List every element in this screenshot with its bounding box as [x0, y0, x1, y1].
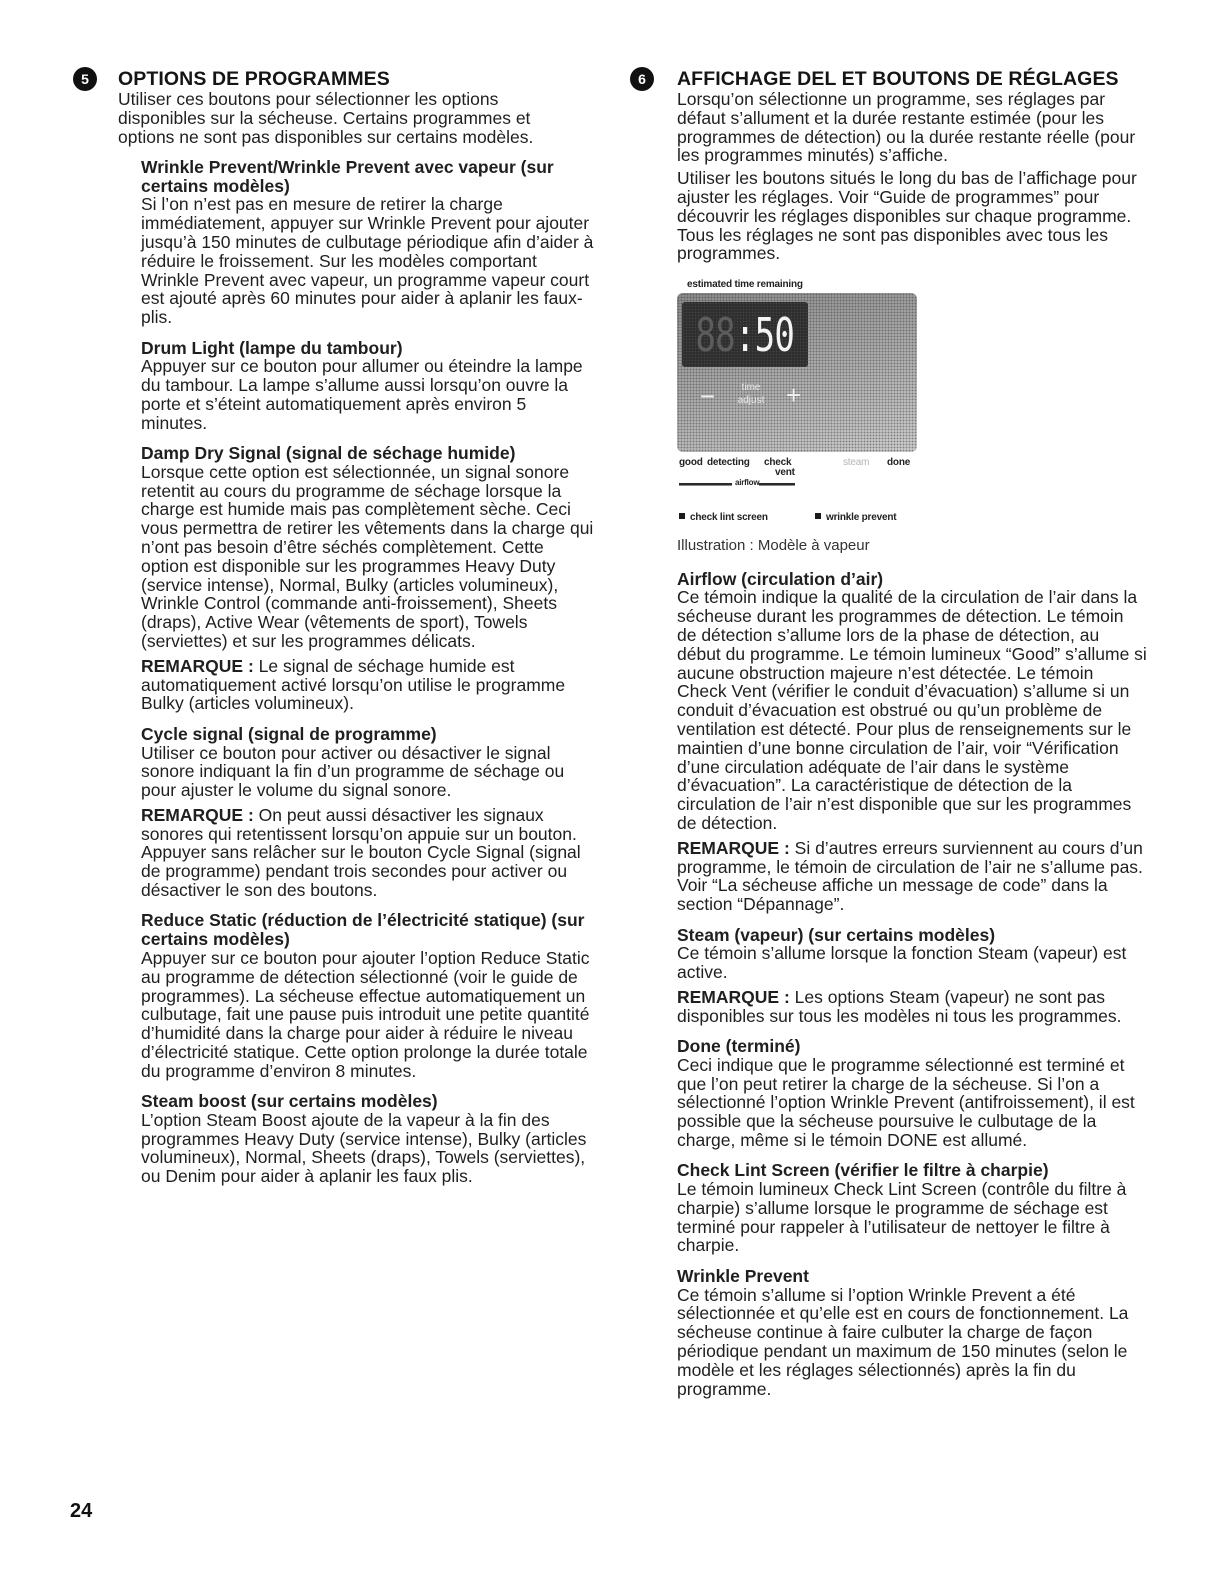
estimated-time-label: estimated time remaining: [687, 279, 803, 291]
minus-icon: −: [700, 381, 716, 412]
lcd-display: [682, 302, 808, 367]
indicator-title: Wrinkle Prevent: [677, 1265, 809, 1286]
option-description: Lorsque cette option est sélectionnée, un signal sonore retentit au cours du programme de séchage lorsque la charge est humide mais pas complètement sèche. Ceci vous permettra de retirer les vêtements dans la charge qui n’ont pas besoin d’être séchés complètement. Cette option est disponible sur les programmes Heavy Duty (service intense), Normal, Bulky (articles volumineux), Wrinkle Control (commande anti-froissement), Sheets (draps), Active Wear (vêtements de sport), Towels (serviettes) et sur les programmes délicats.: [141, 461, 594, 652]
indicator-wrinkle-prevent: [677, 1267, 1147, 1399]
indicator-vent: vent: [775, 467, 795, 479]
option-title: Damp Dry Signal (signal de séchage humide): [141, 443, 516, 464]
time-readout: [695, 307, 795, 362]
section-led-display-settings: [638, 68, 1147, 1399]
option-drum-light: [141, 339, 596, 433]
option-title: Drum Light (lampe du tambour): [141, 337, 403, 358]
option-title: Reduce Static (réduction de l’électricité statique) (sur certains modèles): [141, 910, 585, 950]
indicator-check: check: [764, 457, 792, 469]
indicator-square-icon: [815, 513, 821, 519]
section-program-options: [81, 68, 598, 1187]
indicator-square-icon: [679, 513, 685, 519]
section-heading: OPTIONS DE PROGRAMMES: [118, 68, 390, 90]
indicator-list: [677, 570, 1147, 1399]
indicator-steam: steam: [843, 457, 870, 469]
option-description: Si l’on n’est pas en mesure de retirer la charge immédiatement, appuyer sur Wrinkle Prevent pour ajouter jusqu’à 150 minutes de culbutage périodique afin d’aider à réduire le froissement. Sur les modèles comportant Wrinkle Prevent avec vapeur, un programme vapeur court est ajouté après 60 minutes pour aider à aplanir les faux-plis.: [141, 194, 594, 328]
indicator-done: [677, 1037, 1147, 1150]
section-intro: Utiliser ces boutons pour sélectionner les options disponibles sur la sécheuse. Certains programmes et options ne sont pas disponibles sur certains modèles.: [118, 89, 534, 147]
section-number-badge: 6: [630, 67, 654, 91]
plus-icon: +: [786, 380, 802, 411]
option-wrinkle-prevent: [141, 158, 596, 327]
indicator-title: Airflow (circulation d’air): [677, 568, 884, 589]
option-damp-dry-signal: [141, 444, 596, 713]
legend-check-lint-screen: [679, 512, 768, 524]
indicator-description: Ce témoin s’allume si l’option Wrinkle Prevent a été sélectionnée et qu’elle est en cours de fonctionnement. La sécheuse continue à faire culbuter la charge de façon périodique pendant un maximum de 150 minutes (selon le modèle et les réglages sélectionnés) après la fin du programme.: [677, 1284, 1129, 1399]
illustration-caption: Illustration : Modèle à vapeur: [677, 537, 870, 555]
time-adjust-line1: time: [741, 382, 761, 394]
indicator-good: good: [679, 457, 703, 469]
option-title: Wrinkle Prevent/Wrinkle Prevent avec vapeur (sur certains modèles): [141, 156, 554, 196]
section-intro: Lorsqu’on sélectionne un programme, ses réglages par défaut s’allument et la durée restante estimée (pour les programmes de détection) ou la durée restante réelle (pour les programmes minutés) s’affiche.: [677, 89, 1136, 166]
section-intro: Utiliser les boutons situés le long du bas de l’affichage pour ajuster les réglages. Voir “Guide de programmes” pour découvrir les réglages disponibles sur chaque programme. Tous les réglages ne sont pas disponibles avec tous les programmes.: [677, 168, 1137, 264]
page-number: 24: [70, 1500, 93, 1522]
note-text: On peut aussi désactiver les signaux sonores qui retentissent lorsqu’on appuie sur un bouton. Appuyer sans relâcher sur le bouton Cycle Signal (signal de programme) pendant trois secondes pour activer ou désactiver le son des boutons.: [141, 804, 581, 901]
note-text: Le signal de séchage humide est automatiquement activé lorsqu’on utilise le programme Bulky (articles volumineux).: [141, 655, 566, 714]
display-illustration: [677, 278, 1147, 558]
ghost-digits: 88: [695, 307, 736, 362]
note: [677, 988, 1147, 1026]
option-description: L’option Steam Boost ajoute de la vapeur à la fin des programmes Heavy Duty (service intense), Bulky (articles volumineux), Normal, Sheets (draps), Towels (serviettes), ou Denim pour aider à aplanir les faux plis.: [141, 1109, 587, 1187]
time-adjust-label: [731, 381, 771, 407]
option-steam-boost: [141, 1092, 596, 1186]
indicator-title: Check Lint Screen (vérifier le filtre à charpie): [677, 1160, 1049, 1181]
indicator-done: done: [887, 457, 911, 469]
note: [141, 806, 596, 900]
note-text: Les options Steam (vapeur) ne sont pas disponibles sur tous les modèles ni tous les programmes.: [677, 986, 1122, 1026]
indicator-description: Ce témoin s’allume lorsque la fonction Steam (vapeur) est active.: [677, 943, 1127, 983]
time-adjust-line2: adjust: [737, 395, 765, 407]
indicator-steam: [677, 926, 1147, 1026]
lit-digits: :50: [735, 307, 795, 362]
indicator-check-lint-screen: [677, 1161, 1147, 1255]
option-description: Appuyer sur ce bouton pour ajouter l’option Reduce Static au programme de détection sélectionné (voir le guide de programmes). La sécheuse effectue automatiquement un culbutage, fait une pause puis introduit une petite quantité d’humidité dans la charge pour aider à réduire le niveau d’électricité statique. Cette option prolonge la durée totale du programme d’environ 8 minutes.: [141, 947, 590, 1081]
option-description: Utiliser ce bouton pour activer ou désactiver le signal sonore indiquant la fin d’un programme de séchage ou pour ajuster le volume du signal sonore.: [141, 742, 565, 801]
indicator-description: Le témoin lumineux Check Lint Screen (contrôle du filtre à charpie) s’allume lorsque le programme de séchage est terminé pour rappeler à l’utilisateur de nettoyer le filtre à charpie.: [677, 1179, 1127, 1256]
note: [677, 839, 1147, 914]
note: [141, 657, 596, 713]
option-description: Appuyer sur ce bouton pour allumer ou éteindre la lampe du tambour. La lampe s’allume aussi lorsqu’on ouvre la porte et s’éteint automatiquement après environ 5 minutes.: [141, 356, 583, 433]
section-heading: AFFICHAGE DEL ET BOUTONS DE RÉGLAGES: [677, 68, 1119, 90]
note-text: Si d’autres erreurs surviennent au cours d’un programme, le témoin de circulation de l’air ne s’allume pas. Voir “La sécheuse affiche un message de code” dans la section “Dépannage”.: [677, 837, 1143, 915]
option-list: [141, 158, 596, 1186]
note-label: REMARQUE :: [677, 986, 790, 1007]
note-label: REMARQUE :: [677, 837, 790, 858]
airflow-rule-left: [679, 483, 732, 486]
option-title: Cycle signal (signal de programme): [141, 723, 437, 744]
legend-label: check lint screen: [690, 512, 768, 524]
control-panel-image: [677, 293, 917, 452]
legend-wrinkle-prevent: [815, 512, 896, 524]
indicator-title: Steam (vapeur) (sur certains modèles): [677, 924, 996, 945]
option-title: Steam boost (sur certains modèles): [141, 1091, 438, 1112]
section-number-badge: 5: [73, 67, 97, 91]
note-label: REMARQUE :: [141, 804, 254, 825]
indicator-description: Ceci indique que le programme sélectionné est terminé et que l’on peut retirer la charge de la sécheuse. Si l’on a sélectionné l’option Wrinkle Prevent (antifroissement), il est possible que la sécheuse poursuive le culbutage de la charge, même si le témoin DONE est allumé.: [677, 1054, 1135, 1150]
note-label: REMARQUE :: [141, 655, 254, 676]
option-cycle-signal: [141, 725, 596, 900]
legend-label: wrinkle prevent: [826, 512, 897, 524]
indicator-description: Ce témoin indique la qualité de la circulation de l’air dans la sécheuse durant les programmes de détection. Le témoin de détection s’allume lors de la phase de détection, au début du programme. Le témoin lumineux “Good” s’allume si aucune obstruction majeure n’est détectée. Le témoin Check Vent (vérifier le conduit d’évacuation) s’allume si un conduit d’évacuation est obstrué ou qu’un problème de ventilation est détecté. Pour plus de renseignements sur le maintien d’une bonne circulation de l’air, voir “Vérification d’une circulation adéquate de l’air dans le système d’évacuation”. La caractéristique de détection de la circulation de l’air n’est disponible que sur les programmes de détection.: [677, 587, 1147, 834]
indicator-title: Done (terminé): [677, 1036, 801, 1056]
airflow-rule-right: [759, 483, 795, 486]
option-reduce-static: [141, 911, 596, 1080]
airflow-label: airflow: [735, 478, 760, 488]
indicator-detecting: detecting: [707, 457, 750, 469]
indicator-airflow: [677, 570, 1147, 914]
